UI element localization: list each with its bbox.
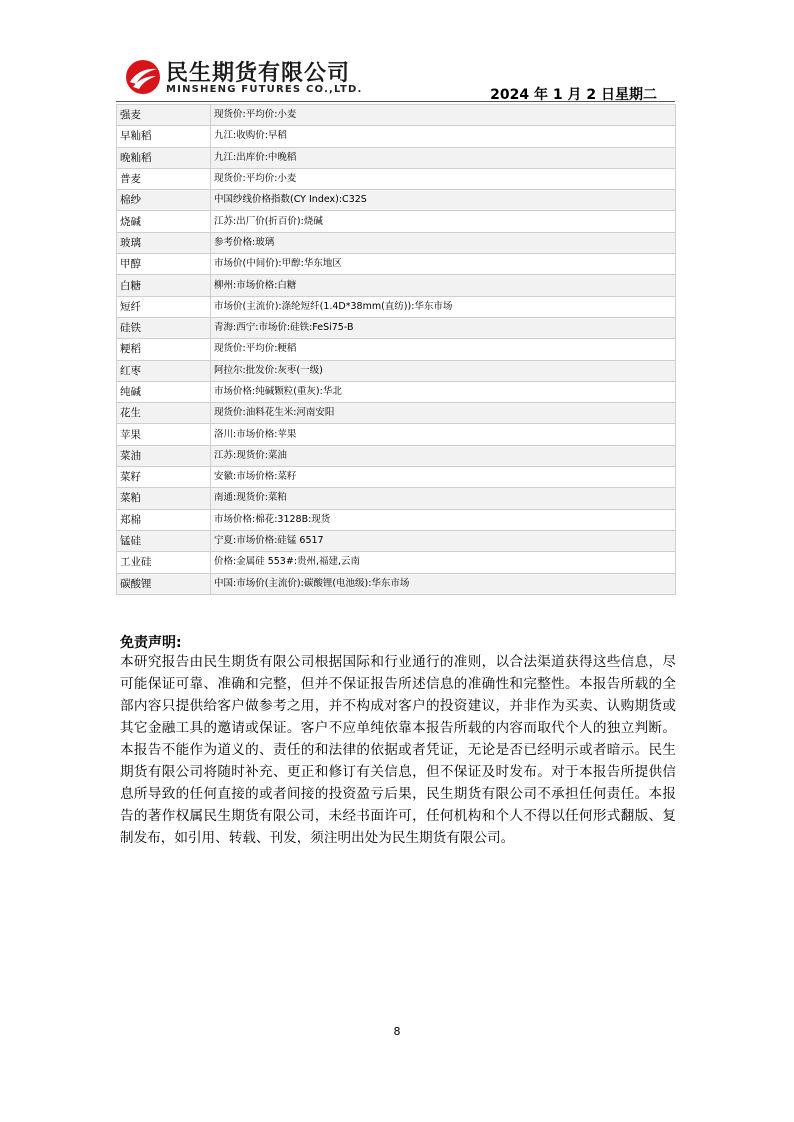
price-source-table: [116, 104, 676, 595]
commodity-name-cell: 晚籼稻: [117, 147, 211, 168]
price-source-cell: 市场价(中间价):甲醇:华东地区: [211, 254, 676, 275]
table-row: [117, 381, 676, 402]
table-row: [117, 339, 676, 360]
page-header: [124, 56, 675, 104]
commodity-name-cell: 工业硅: [117, 552, 211, 573]
price-source-cell: 江苏:出厂价(折百价):烧碱: [211, 211, 676, 232]
commodity-name-cell: 碳酸锂: [117, 573, 211, 594]
table-row: [117, 168, 676, 189]
commodity-name-cell: 短纤: [117, 296, 211, 317]
price-source-cell: 南通:现货价:菜粕: [211, 488, 676, 509]
table-row: [117, 424, 676, 445]
price-source-cell: 江苏:现货价:菜油: [211, 445, 676, 466]
table-row: [117, 445, 676, 466]
commodity-name-cell: 红枣: [117, 360, 211, 381]
price-source-cell: 宁夏:市场价格:硅锰 6517: [211, 530, 676, 551]
price-source-cell: 中国:市场价(主流价):碳酸锂(电池级):华东市场: [211, 573, 676, 594]
table-row: [117, 530, 676, 551]
table-row: [117, 190, 676, 211]
price-source-cell: 市场价(主流价):涤纶短纤(1.4D*38mm(直纺)):华东市场: [211, 296, 676, 317]
table-row: [117, 254, 676, 275]
price-source-cell: 洛川:市场价格:苹果: [211, 424, 676, 445]
logo-english-name: MINSHENG FUTURES CO.,LTD.: [166, 84, 363, 95]
commodity-name-cell: 硅铁: [117, 317, 211, 338]
price-source-cell: 现货价:油料花生米:河南安阳: [211, 403, 676, 424]
price-source-cell: 中国纱线价格指数(CY Index):C32S: [211, 190, 676, 211]
table-row: [117, 552, 676, 573]
commodity-name-cell: 菜籽: [117, 467, 211, 488]
price-source-cell: 市场价格:纯碱颗粒(重灰):华北: [211, 381, 676, 402]
minsheng-logo-icon: [124, 58, 162, 96]
price-source-cell: 现货价:平均价:粳稻: [211, 339, 676, 360]
commodity-name-cell: 苹果: [117, 424, 211, 445]
price-source-cell: 现货价:平均价:小麦: [211, 168, 676, 189]
commodity-name-cell: 玻璃: [117, 232, 211, 253]
table-row: [117, 211, 676, 232]
table-row: [117, 296, 676, 317]
page-number: 8: [393, 1025, 401, 1038]
price-source-cell: 阿拉尔:批发价:灰枣(一级): [211, 360, 676, 381]
commodity-name-cell: 锰硅: [117, 530, 211, 551]
report-date: 2024 年 1 月 2 日星期二: [490, 87, 657, 103]
price-source-cell: 青海:西宁:市场价:硅铁:FeSi75-B: [211, 317, 676, 338]
commodity-name-cell: 郑棉: [117, 509, 211, 530]
table-row: [117, 573, 676, 594]
price-source-cell: 安徽:市场价格:菜籽: [211, 467, 676, 488]
company-logo: [124, 56, 374, 100]
commodity-name-cell: 粳稻: [117, 339, 211, 360]
table-row: [117, 360, 676, 381]
commodity-name-cell: 甲醇: [117, 254, 211, 275]
table-row: [117, 509, 676, 530]
price-source-cell: 价格:金属硅 553#:贵州,福建,云南: [211, 552, 676, 573]
price-source-cell: 参考价格:玻璃: [211, 232, 676, 253]
logo-chinese-name: 民生期货有限公司: [166, 61, 351, 86]
table-row: [117, 147, 676, 168]
commodity-name-cell: 烧碱: [117, 211, 211, 232]
table-row: [117, 232, 676, 253]
commodity-name-cell: 早籼稻: [117, 126, 211, 147]
table-row: [117, 488, 676, 509]
table-row: [117, 105, 676, 126]
price-source-cell: 现货价:平均价:小麦: [211, 105, 676, 126]
commodity-name-cell: 花生: [117, 403, 211, 424]
commodity-name-cell: 菜粕: [117, 488, 211, 509]
commodity-name-cell: 强麦: [117, 105, 211, 126]
commodity-name-cell: 棉纱: [117, 190, 211, 211]
commodity-name-cell: 普麦: [117, 168, 211, 189]
price-source-cell: 九江:出库价:中晚稻: [211, 147, 676, 168]
price-source-cell: 市场价格:棉花:3128B:现货: [211, 509, 676, 530]
table-row: [117, 317, 676, 338]
table-row: [117, 126, 676, 147]
commodity-name-cell: 菜油: [117, 445, 211, 466]
disclaimer-title: 免责声明:: [120, 635, 182, 651]
commodity-name-cell: 白糖: [117, 275, 211, 296]
disclaimer-body: 本研究报告由民生期货有限公司根据国际和行业通行的准则，以合法渠道获得这些信息，尽可能保证可靠、准确和完整，但并不保证报告所述信息的准确性和完整性。本报告所载的全部内容只提供给客户做参考之用，并不构成对客户的投资建议，并非作为买卖、认购期货或其它金融工具的邀请或保证。客户不应单纯依靠本报告所载的内容而取代个人的独立判断。本报告不能作为道义的、责任的和法律的依据或者凭证，无论是否已经明示或者暗示。民生期货有限公司将随时补充、更正和修订有关信息，但不保证及时发布。对于本报告所提供信息所导致的任何直接的或者间接的投资盈亏后果，民生期货有限公司不承担任何责任。本报告的著作权属民生期货有限公司，未经书面许可，任何机构和个人不得以任何形式翻版、复制发布，如引用、转载、刊发，须注明出处为民生期货有限公司。: [120, 654, 676, 846]
header-divider: [116, 101, 675, 102]
price-source-cell: 柳州:市场价格:白糖: [211, 275, 676, 296]
table-row: [117, 275, 676, 296]
table-row: [117, 403, 676, 424]
table-row: [117, 467, 676, 488]
commodity-name-cell: 纯碱: [117, 381, 211, 402]
price-source-cell: 九江:收购价:早稻: [211, 126, 676, 147]
